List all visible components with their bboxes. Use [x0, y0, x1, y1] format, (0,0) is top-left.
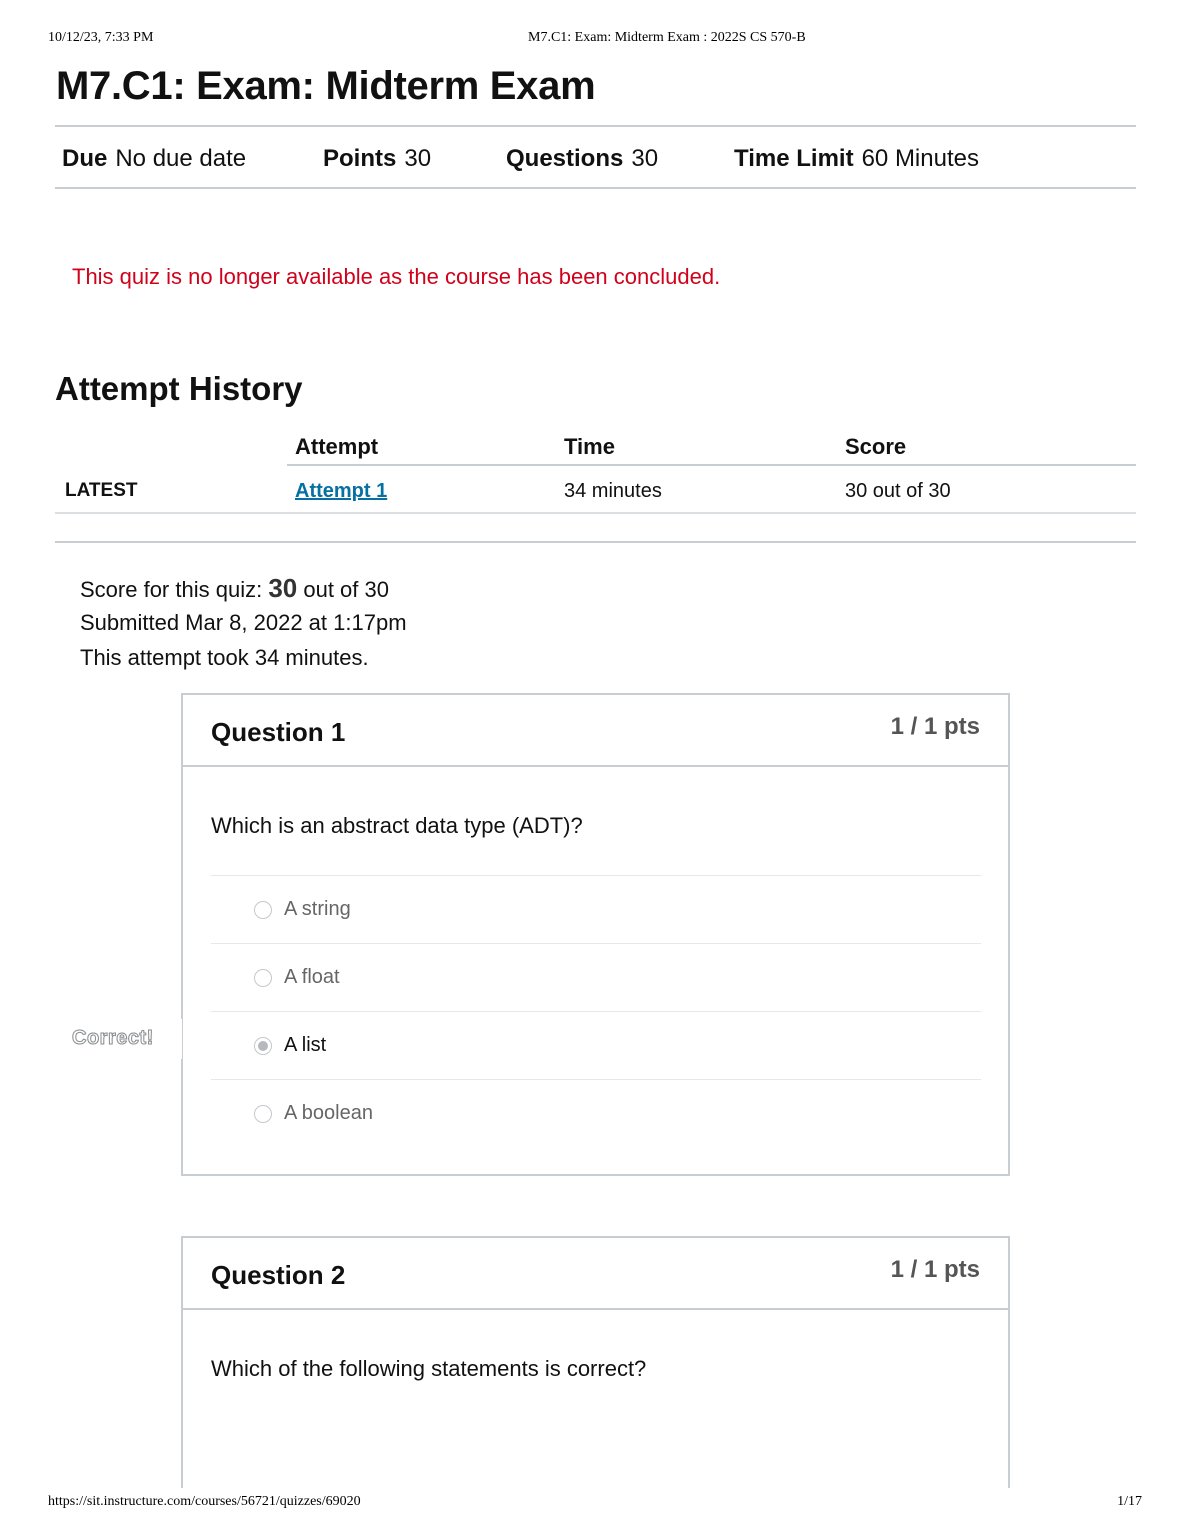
submitted-line: Submitted Mar 8, 2022 at 1:17pm — [80, 610, 407, 635]
page-title: M7.C1: Exam: Midterm Exam — [56, 64, 596, 108]
question-1-card — [181, 693, 1010, 1176]
attempt-summary — [80, 572, 407, 677]
column-header-score: Score — [845, 434, 907, 459]
answer-option-selected[interactable] — [211, 1012, 981, 1080]
column-header-attempt: Attempt — [295, 434, 379, 459]
attempt-time: 34 minutes — [564, 480, 662, 502]
answer-option[interactable] — [211, 1080, 981, 1148]
print-doc-title: M7.C1: Exam: Midterm Exam : 2022S CS 570-B — [528, 30, 806, 45]
score-prefix: Score for this quiz: — [80, 577, 269, 602]
question-2-header — [183, 1238, 1008, 1310]
course-concluded-alert: This quiz is no longer available as the course has been concluded. — [72, 264, 721, 289]
answer-label: A list — [284, 1034, 327, 1056]
score-line — [80, 572, 407, 607]
latest-tag: LATEST — [65, 480, 138, 501]
meta-points — [323, 145, 431, 173]
answer-label: A boolean — [284, 1102, 373, 1124]
radio-selected-icon[interactable] — [254, 1037, 272, 1055]
score-value: 30 — [268, 573, 298, 603]
meta-time-limit-value: 60 Minutes — [861, 145, 979, 172]
radio-icon[interactable] — [254, 1105, 272, 1123]
attempt-score: 30 out of 30 — [845, 480, 951, 502]
meta-questions-label: Questions — [506, 145, 624, 172]
attempt-history-table — [55, 426, 1136, 514]
table-row — [55, 466, 1136, 514]
radio-icon[interactable] — [254, 969, 272, 987]
column-header-time: Time — [564, 434, 615, 459]
meta-questions-value: 30 — [631, 145, 659, 172]
question-2-card — [181, 1236, 1010, 1488]
print-url: https://sit.instructure.com/courses/56721/quizzes/69020 — [48, 1494, 361, 1509]
print-footer — [48, 1494, 1142, 1512]
attempt-history-header — [55, 426, 1136, 466]
score-suffix: out of 30 — [297, 577, 389, 602]
correct-answer-flag — [48, 1019, 182, 1059]
question-2-text: Which of the following statements is correct? — [211, 1356, 647, 1381]
answer-option[interactable] — [211, 876, 981, 944]
meta-due-label: Due — [62, 145, 108, 172]
print-datetime: 10/12/23, 7:33 PM — [48, 30, 154, 45]
question-1-points: 1 / 1 pts — [890, 713, 980, 740]
question-2-points: 1 / 1 pts — [890, 1256, 980, 1283]
attempt-1-link[interactable]: Attempt 1 — [295, 480, 388, 502]
meta-time-limit-label: Time Limit — [734, 145, 854, 172]
print-page-number: 1/17 — [1117, 1494, 1142, 1509]
correct-label: Correct! — [72, 1027, 154, 1049]
radio-icon[interactable] — [254, 901, 272, 919]
question-2-title: Question 2 — [211, 1260, 346, 1290]
meta-time-limit — [734, 145, 979, 173]
meta-due — [62, 145, 246, 173]
question-1-header — [183, 695, 1008, 767]
answer-label: A string — [284, 898, 351, 920]
meta-questions — [506, 145, 658, 173]
meta-points-label: Points — [323, 145, 397, 172]
quiz-meta-bar — [55, 125, 1136, 189]
answer-option[interactable] — [211, 944, 981, 1012]
question-1-text: Which is an abstract data type (ADT)? — [211, 813, 583, 838]
meta-due-value: No due date — [115, 145, 247, 172]
question-1-title: Question 1 — [211, 717, 346, 747]
question-1-answers — [211, 875, 981, 1148]
attempt-history-title: Attempt History — [55, 370, 303, 407]
print-header — [48, 30, 1142, 48]
meta-points-value: 30 — [404, 145, 432, 172]
duration-line: This attempt took 34 minutes. — [80, 645, 369, 670]
answer-label: A float — [284, 966, 340, 988]
section-divider — [55, 541, 1136, 543]
